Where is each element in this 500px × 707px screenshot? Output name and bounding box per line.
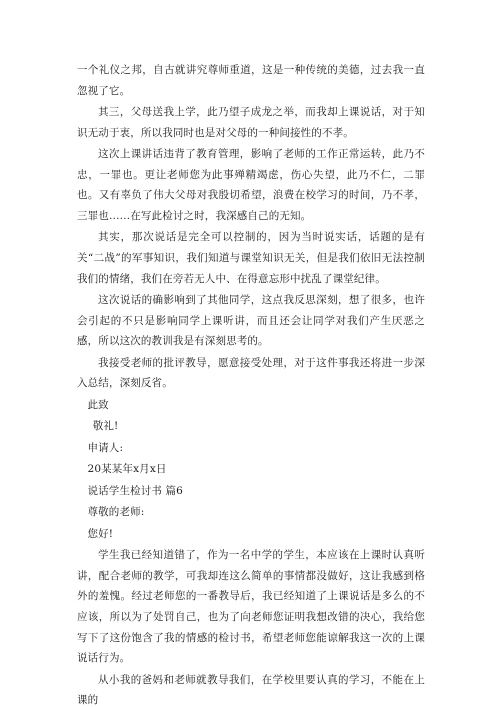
greeting: 您好!	[87, 527, 114, 540]
closing-applicant: 申请人:	[87, 441, 124, 454]
paragraph-3: 这次上课讲话违背了教育管理，影响了老师的工作正常运转，此乃不忠，一罪也。更让老师您为此事殚精竭虑，伤心失望，此乃不仁，二罪也。又有辜负了伟大父母对我殷切希望，浪费在校学习的时间，乃不孝，三罪也……在写此检讨之时，我深感自己的无知。	[77, 148, 425, 222]
paragraph-2: 其三，父母送我上学，此乃望子成龙之举，而我却上课说话，对于知识无动于衷，所以我同时也是对父母的一种间接性的不孝。	[77, 106, 425, 139]
paragraph-8: 从小我的爸妈和老师就教导我们，在学校里要认真的学习，不能在上课的	[77, 673, 425, 707]
paragraph-4: 其实，那次说话是完全可以控制的，因为当时说实话，话题的是有关“二战”的军事知识，我们知道与课堂知识无关，但是我们依旧无法控制我们的情绪，我们在旁若无人中、在得意忘形中扰乱了课堂纪律。	[77, 231, 425, 285]
document-body	[77, 60, 425, 707]
salutation: 尊敬的老师:	[87, 506, 145, 519]
closing-jingli: 敬礼!	[92, 420, 119, 433]
paragraph-1: 一个礼仪之邦，自古就讲究尊师重道，这是一种传统的美德，过去我一直忽视了它。	[77, 64, 425, 97]
closing-date: 20某某年x月x日	[87, 463, 167, 476]
paragraph-7: 学生我已经知道错了，作为一名中学的学生，本应该在上课时认真听讲，配合老师的教学，可我却连这么简单的事情都没做好，这让我感到格外的羞愧。经过老师您的一番教导后，我已经知道了上课说话是多么的不应该，所以为了处罚自己，也为了向老师您证明我想改错的决心，我给您写下了这份饱含了我的情感的检讨书，希望老师您能谅解我这一次的上课说话行为。	[77, 549, 425, 665]
closing-cizhi: 此致	[87, 398, 109, 411]
section-title: 说话学生检讨书 篇6	[87, 484, 184, 497]
paragraph-5: 这次说话的确影响到了其他同学，这点我反思深刻，想了很多，也许会引起的不只是影响同学上课听讲，而且还会让同学对我们产生厌恶之感，所以这次的教训我是有深刻思考的。	[77, 294, 425, 348]
paragraph-6: 我接受老师的批评教导，愿意接受处理，对于这件事我还将进一步深入总结，深刻反省。	[77, 356, 425, 390]
